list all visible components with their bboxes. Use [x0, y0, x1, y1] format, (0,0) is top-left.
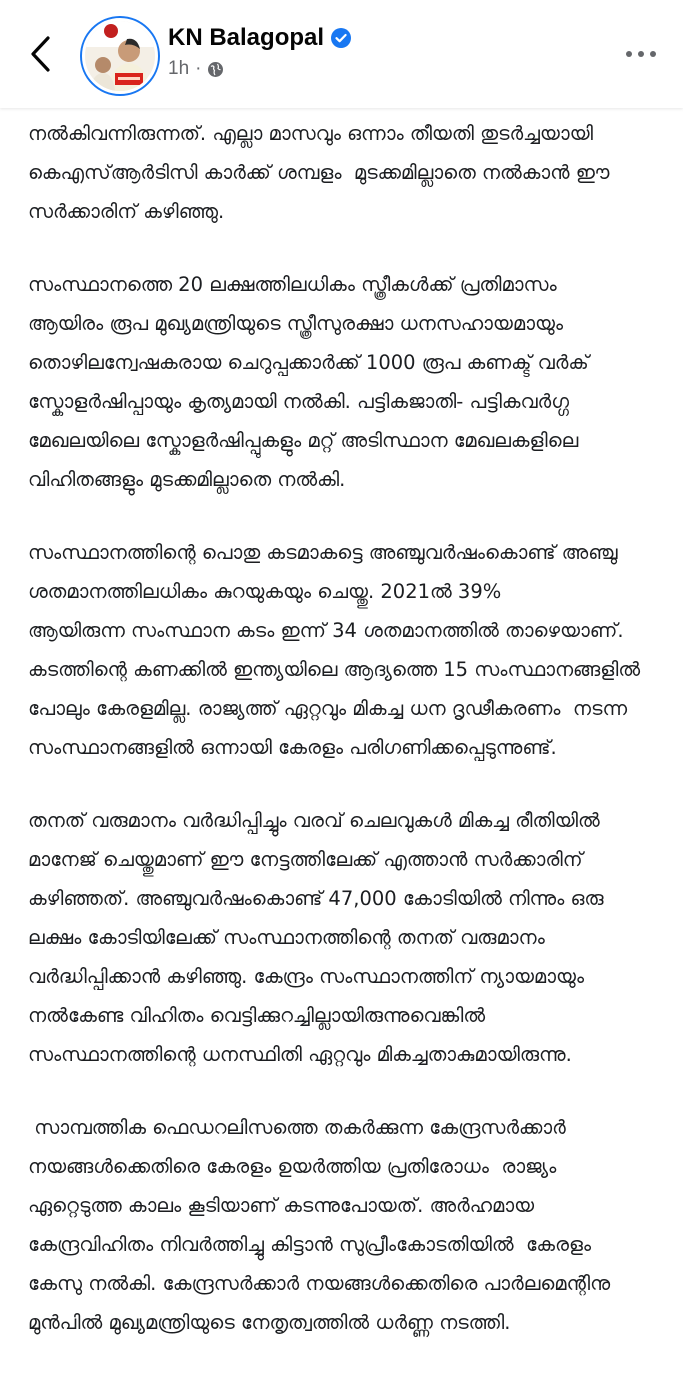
globe-icon: [207, 61, 224, 78]
verified-badge-icon: [330, 27, 352, 49]
post-text: [28, 114, 668, 1376]
post-paragraph: സംസ്ഥാനത്തിന്റെ പൊതു കടമാകട്ടെ അഞ്ചുവർഷംകൊണ്ട് അഞ്ചു ശതമാനത്തിലധികം കുറയുകയും ചെയ്തു. 2021ൽ 39% ആയിരുന്ന സംസ്ഥാന കടം ഇന്ന് 34 ശതമാനത്തിൽ താഴെയാണ്. കടത്തിന്റെ കണക്കിൽ ഇന്ത്യയിലെ ആദ്യത്തെ 15 സംസ്ഥാനങ്ങളിൽ പോലും കേരളമില്ല. രാജ്യത്ത് ഏറ്റവും മികച്ച ധന ദൃഢീകരണം നടന്ന സംസ്ഥാനങ്ങളിൽ ഒന്നായി കേരളം പരിഗണിക്കപ്പെടുന്നുണ്ട്.: [28, 541, 641, 759]
chevron-left-icon: [29, 35, 51, 73]
meta-separator: ·: [195, 58, 202, 79]
post-paragraph: നൽകിവന്നിരുന്നത്. എല്ലാ മാസവും ഒന്നാം തീയതി തുടർച്ചയായി കെഎസ്ആർടിസി കാർക്ക് ശമ്പളം മുടക്കമില്ലാതെ നൽകാൻ ഈ സർക്കാരിന് കഴിഞ്ഞു.: [28, 122, 610, 223]
page-name[interactable]: KN Balagopal: [168, 24, 325, 51]
avatar[interactable]: [82, 18, 158, 94]
name-row: [168, 24, 352, 52]
post-paragraph: തനത് വരുമാനം വർദ്ധിപ്പിച്ചും വരവ് ചെലവുകൾ മികച്ച രീതിയിൽ മാനേജ് ചെയ്തുമാണ് ഈ നേട്ടത്തിലേക്ക് എത്താൻ സർക്കാരിന് കഴിഞ്ഞത്. അഞ്ചുവർഷംകൊണ്ട് 47,000 കോടിയിൽ നിന്നും ഒരു ലക്ഷം കോടിയിലേക്ക് സംസ്ഥാനത്തിന്റെ തനത് വരുമാനം വർദ്ധിപ്പിക്കാൻ കഴിഞ്ഞു. കേന്ദ്രം സംസ്ഥാനത്തിന് ന്യായമായും നൽകേണ്ട വിഹിതം വെട്ടിക്കുറച്ചില്ലായിരുന്നുവെങ്കിൽ സംസ്ഥാനത്തിന്റെ ധനസ്ഥിതി ഏറ്റവും മികച്ചതാകുമായിരുന്നു.: [28, 809, 604, 1066]
profile-photo: [85, 21, 155, 91]
post-paragraph: സാമ്പത്തിക ഫെഡറലിസത്തെ തകർക്കുന്ന കേന്ദ്രസർക്കാർ നയങ്ങൾക്കെതിരെ കേരളം ഉയർത്തിയ പ്രതിരോധം രാജ്യം ഏറ്റെടുത്ത കാലം കൂടിയാണ് കടന്നുപോയത്. അർഹമായ കേന്ദ്രവിഹിതം നിവർത്തിച്ചു കിട്ടാൻ സുപ്രീംകോടതിയിൽ കേരളം കേസു നൽകി. കേന്ദ്രസർക്കാർ നയങ്ങൾക്കെതിരെ പാർലമെന്റിനു മുൻപിൽ മുഖ്യമന്ത്രിയുടെ നേതൃത്വത്തിൽ ധർണ്ണ നടത്തി.: [28, 1116, 611, 1334]
more-options-button[interactable]: [623, 40, 659, 68]
post-header: [0, 0, 683, 108]
post-meta: [168, 58, 224, 80]
more-horizontal-icon: [625, 50, 657, 58]
post-paragraph: സംസ്ഥാനത്തെ 20 ലക്ഷത്തിലധികം സ്ത്രീകൾക്ക് പ്രതിമാസം ആയിരം രൂപ മുഖ്യമന്ത്രിയുടെ സ്ത്രീസുരക്ഷാ ധനസഹായമായും തൊഴിലന്വേഷകരായ ചെറുപ്പക്കാർക്ക് 1000 രൂപ കണക്ട് വർക് സ്കോളർഷിപ്പായും കൃത്യമായി നൽകി. പട്ടികജാതി- പട്ടികവർഗ്ഗ മേഖലയിലെ സ്കോളർഷിപ്പുകളും മറ്റ് അടിസ്ഥാന മേഖലകളിലെ വിഹിതങ്ങളും മുടക്കമില്ലാതെ നൽകി.: [28, 273, 589, 491]
back-button[interactable]: [20, 30, 60, 78]
post-time[interactable]: 1h: [168, 58, 190, 79]
